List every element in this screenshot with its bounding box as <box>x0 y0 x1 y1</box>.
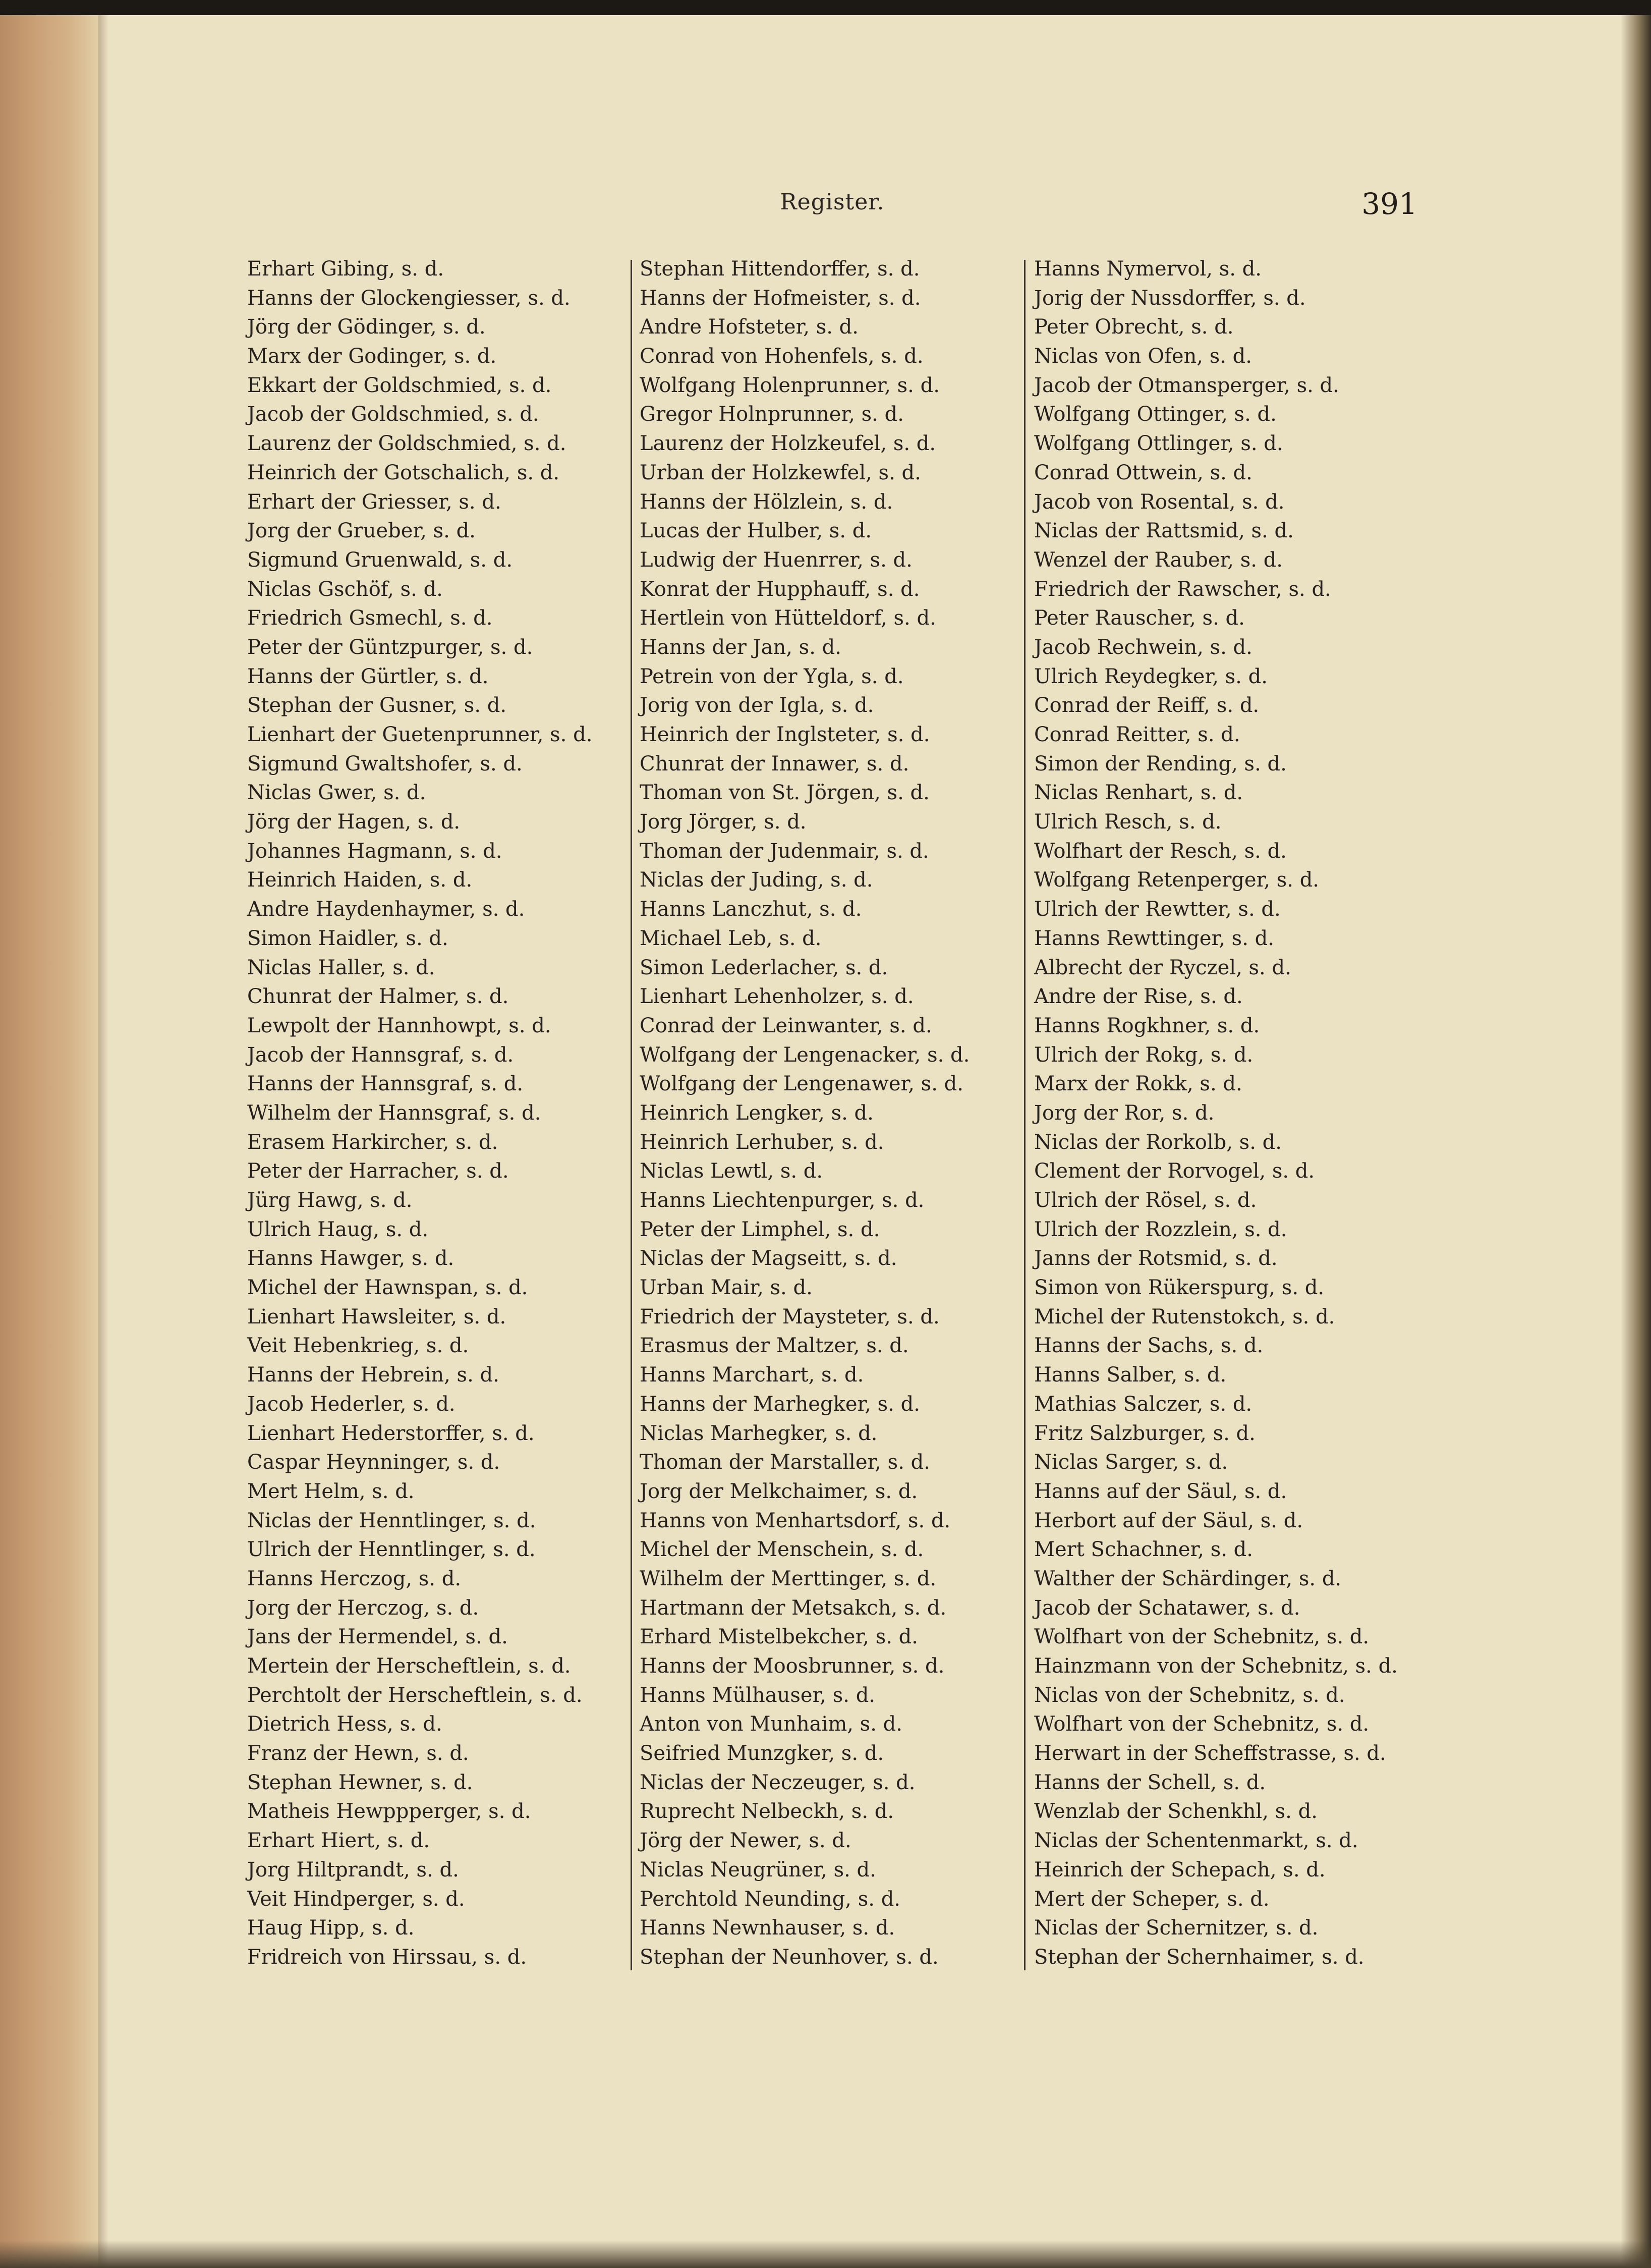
register-column-2 <box>640 255 1023 1972</box>
register-column-1 <box>247 255 631 1972</box>
register-entry: Heinrich Lengker, s. d. <box>640 1101 874 1125</box>
register-entry: Veit Hindperger, s. d. <box>247 1887 465 1911</box>
register-entry: Wenzel der Rauber, s. d. <box>1034 548 1283 572</box>
register-entry: Lienhart Hederstorffer, s. d. <box>247 1421 535 1445</box>
register-entry: Jürg Hawg, s. d. <box>247 1189 413 1212</box>
register-entry: Michel der Hawnspan, s. d. <box>247 1276 528 1300</box>
register-entry: Friedrich der Maysteter, s. d. <box>640 1305 940 1329</box>
register-entry: Wenzlab der Schenkhl, s. d. <box>1034 1800 1318 1823</box>
page-number: 391 <box>1361 187 1417 221</box>
register-entry: Conrad von Hohenfels, s. d. <box>640 345 924 368</box>
register-entry: Hanns der Glockengiesser, s. d. <box>247 286 571 310</box>
register-entry: Simon der Rending, s. d. <box>1034 752 1287 776</box>
register-entry: Sigmund Gruenwald, s. d. <box>247 548 513 572</box>
register-entry: Hanns der Marhegker, s. d. <box>640 1392 920 1416</box>
register-entry: Mathias Salczer, s. d. <box>1034 1392 1253 1416</box>
register-entry: Ulrich der Rozzlein, s. d. <box>1034 1218 1287 1241</box>
register-entry: Thoman von St. Jörgen, s. d. <box>640 781 930 805</box>
register-entry: Simon Haidler, s. d. <box>247 926 448 950</box>
register-entry: Ulrich Haug, s. d. <box>247 1218 429 1241</box>
register-entry: Erhard Mistelbekcher, s. d. <box>640 1625 918 1649</box>
register-entry: Peter der Limphel, s. d. <box>640 1218 880 1241</box>
register-entry: Gregor Holnprunner, s. d. <box>640 403 904 426</box>
register-entry: Erhart der Griesser, s. d. <box>247 490 501 514</box>
register-entry: Jorig der Nussdorffer, s. d. <box>1034 286 1306 310</box>
register-entry: Clement der Rorvogel, s. d. <box>1034 1159 1315 1183</box>
column-divider <box>631 260 632 1970</box>
register-entry: Niclas der Rattsmid, s. d. <box>1034 519 1294 543</box>
register-entry: Heinrich der Gotschalich, s. d. <box>247 461 560 484</box>
register-entry: Walther der Schärdinger, s. d. <box>1034 1567 1342 1590</box>
register-entry: Wilhelm der Hannsgraf, s. d. <box>247 1101 541 1125</box>
page-bottom-edge <box>0 2240 1651 2268</box>
register-entry: Simon Lederlacher, s. d. <box>640 956 888 979</box>
register-entry: Jacob Rechwein, s. d. <box>1034 635 1253 659</box>
register-entry: Ulrich der Rewtter, s. d. <box>1034 898 1281 921</box>
register-entry: Jorg Jörger, s. d. <box>640 810 807 834</box>
register-entry: Jacob von Rosental, s. d. <box>1034 490 1285 514</box>
register-entry: Laurenz der Goldschmied, s. d. <box>247 432 566 456</box>
register-entry: Jacob der Hannsgraf, s. d. <box>247 1043 514 1067</box>
register-entry: Ulrich Reydegker, s. d. <box>1034 665 1268 688</box>
register-entry: Peter Rauscher, s. d. <box>1034 606 1245 630</box>
register-entry: Wolfhart von der Schebnitz, s. d. <box>1034 1625 1370 1649</box>
register-entry: Hanns der Sachs, s. d. <box>1034 1334 1264 1358</box>
register-entry: Hanns Marchart, s. d. <box>640 1363 864 1387</box>
register-entry: Andre Hofsteter, s. d. <box>640 315 859 339</box>
register-entry: Andre Haydenhaymer, s. d. <box>247 898 525 921</box>
register-entry: Niclas der Schernitzer, s. d. <box>1034 1916 1319 1940</box>
register-entry: Conrad Ottwein, s. d. <box>1034 461 1253 484</box>
register-entry: Hanns Hawger, s. d. <box>247 1247 454 1270</box>
page-header-title: Register. <box>780 189 885 215</box>
register-entry: Jacob der Schatawer, s. d. <box>1034 1596 1300 1620</box>
register-entry: Wolfgang der Lengenacker, s. d. <box>640 1043 970 1067</box>
register-entry: Hanns Newnhauser, s. d. <box>640 1916 895 1940</box>
register-entry: Wolfgang Ottlinger, s. d. <box>1034 432 1283 456</box>
register-entry: Chunrat der Innawer, s. d. <box>640 752 909 776</box>
register-entry: Sigmund Gwaltshofer, s. d. <box>247 752 523 776</box>
register-entry: Hanns der Hofmeister, s. d. <box>640 286 921 310</box>
register-entry: Dietrich Hess, s. d. <box>247 1712 442 1736</box>
register-entry: Lienhart Hawsleiter, s. d. <box>247 1305 506 1329</box>
register-entry: Matheis Hewppperger, s. d. <box>247 1800 531 1823</box>
register-entry: Caspar Heynninger, s. d. <box>247 1451 500 1474</box>
register-entry: Mert Schachner, s. d. <box>1034 1538 1253 1562</box>
register-entry: Jörg der Newer, s. d. <box>640 1829 851 1853</box>
register-entry: Friedrich Gsmechl, s. d. <box>247 606 493 630</box>
register-entry: Perchtolt der Herscheftlein, s. d. <box>247 1683 583 1707</box>
register-entry: Niclas der Magseitt, s. d. <box>640 1247 897 1270</box>
register-entry: Stephan der Gusner, s. d. <box>247 694 507 717</box>
register-entry: Hanns Rewttinger, s. d. <box>1034 926 1274 950</box>
register-entry: Janns der Rotsmid, s. d. <box>1034 1247 1278 1270</box>
register-entry: Simon von Rükerspurg, s. d. <box>1034 1276 1325 1300</box>
register-entry: Wolfgang der Lengenawer, s. d. <box>640 1072 963 1096</box>
register-entry: Andre der Rise, s. d. <box>1034 985 1243 1009</box>
register-entry: Erasmus der Maltzer, s. d. <box>640 1334 909 1358</box>
register-entry: Lewpolt der Hannhowpt, s. d. <box>247 1014 551 1037</box>
register-entry: Ulrich der Henntlinger, s. d. <box>247 1538 536 1562</box>
register-entry: Franz der Hewn, s. d. <box>247 1742 469 1765</box>
register-entry: Mert Helm, s. d. <box>247 1479 415 1503</box>
register-entry: Jans der Hermendel, s. d. <box>247 1625 508 1649</box>
register-entry: Jörg der Hagen, s. d. <box>247 810 461 834</box>
register-entry: Wolfgang Ottinger, s. d. <box>1034 403 1277 426</box>
register-entry: Herbort auf der Säul, s. d. <box>1034 1509 1303 1532</box>
register-entry: Erhart Hiert, s. d. <box>247 1829 430 1853</box>
register-entry: Hanns Herczog, s. d. <box>247 1567 462 1590</box>
register-entry: Wolfhart von der Schebnitz, s. d. <box>1034 1712 1370 1736</box>
register-entry: Hanns Mülhauser, s. d. <box>640 1683 876 1707</box>
register-entry: Hanns Nymervol, s. d. <box>1034 257 1262 281</box>
register-entry: Niclas Gschöf, s. d. <box>247 577 443 601</box>
register-entry: Wolfgang Retenperger, s. d. <box>1034 868 1320 892</box>
register-entry: Hartmann der Metsakch, s. d. <box>640 1596 947 1620</box>
register-entry: Marx der Rokk, s. d. <box>1034 1072 1242 1096</box>
register-entry: Mertein der Herscheftlein, s. d. <box>247 1654 571 1678</box>
register-entry: Thoman der Marstaller, s. d. <box>640 1451 930 1474</box>
register-entry: Hertlein von Hütteldorf, s. d. <box>640 606 936 630</box>
register-entry: Erhart Gibing, s. d. <box>247 257 444 281</box>
register-entry: Niclas Marhegker, s. d. <box>640 1421 878 1445</box>
page-right-edge <box>1621 15 1651 2268</box>
register-entry: Ruprecht Nelbeckh, s. d. <box>640 1800 894 1823</box>
register-entry: Laurenz der Holzkeufel, s. d. <box>640 432 936 456</box>
register-entry: Stephan der Schernhaimer, s. d. <box>1034 1945 1364 1969</box>
register-entry: Hanns der Moosbrunner, s. d. <box>640 1654 945 1678</box>
register-entry: Michel der Rutenstokch, s. d. <box>1034 1305 1335 1329</box>
register-entry: Stephan Hittendorffer, s. d. <box>640 257 920 281</box>
register-entry: Urban der Holzkewfel, s. d. <box>640 461 921 484</box>
register-entry: Stephan der Neunhover, s. d. <box>640 1945 939 1969</box>
register-entry: Niclas von der Schebnitz, s. d. <box>1034 1683 1345 1707</box>
register-entry: Michael Leb, s. d. <box>640 926 822 950</box>
register-entry: Hanns Liechtenpurger, s. d. <box>640 1189 925 1212</box>
register-entry: Haug Hipp, s. d. <box>247 1916 415 1940</box>
register-entry: Jorg der Grueber, s. d. <box>247 519 476 543</box>
register-column-3 <box>1034 255 1417 1972</box>
register-entry: Ulrich Resch, s. d. <box>1034 810 1222 834</box>
register-entry: Jorig von der Igla, s. d. <box>640 694 874 717</box>
register-entry: Michel der Menschein, s. d. <box>640 1538 924 1562</box>
register-entry: Heinrich der Schepach, s. d. <box>1034 1858 1326 1882</box>
register-entry: Hanns der Gürtler, s. d. <box>247 665 489 688</box>
register-entry: Niclas der Neczeuger, s. d. <box>640 1771 916 1794</box>
register-entry: Seifried Munzgker, s. d. <box>640 1742 884 1765</box>
register-entry: Heinrich Haiden, s. d. <box>247 868 473 892</box>
register-entry: Konrat der Hupphauff, s. d. <box>640 577 920 601</box>
register-entry: Petrein von der Ygla, s. d. <box>640 665 904 688</box>
register-entry: Mert der Scheper, s. d. <box>1034 1887 1270 1911</box>
register-entry: Niclas der Schentenmarkt, s. d. <box>1034 1829 1358 1853</box>
register-entry: Hainzmann von der Schebnitz, s. d. <box>1034 1654 1398 1678</box>
register-entry: Fridreich von Hirssau, s. d. <box>247 1945 527 1969</box>
register-entry: Niclas von Ofen, s. d. <box>1034 345 1252 368</box>
register-entry: Conrad Reitter, s. d. <box>1034 723 1240 746</box>
column-divider <box>1024 260 1026 1970</box>
register-entry: Hanns der Schell, s. d. <box>1034 1771 1266 1794</box>
register-entry: Wilhelm der Merttinger, s. d. <box>640 1567 937 1590</box>
register-entry: Johannes Hagmann, s. d. <box>247 839 502 863</box>
register-entry: Chunrat der Halmer, s. d. <box>247 985 509 1009</box>
register-entry: Jacob Hederler, s. d. <box>247 1392 456 1416</box>
register-entry: Stephan Hewner, s. d. <box>247 1771 473 1794</box>
register-entry: Jacob der Otmansperger, s. d. <box>1034 373 1339 397</box>
register-entry: Heinrich Lerhuber, s. d. <box>640 1130 884 1154</box>
binding-shadow <box>98 15 108 2268</box>
register-entry: Jörg der Gödinger, s. d. <box>247 315 486 339</box>
register-entry: Ludwig der Huenrrer, s. d. <box>640 548 913 572</box>
register-entry: Perchtold Neunding, s. d. <box>640 1887 901 1911</box>
register-entry: Anton von Munhaim, s. d. <box>640 1712 902 1736</box>
register-entry: Peter der Harracher, s. d. <box>247 1159 509 1183</box>
register-entry: Conrad der Reiff, s. d. <box>1034 694 1260 717</box>
register-entry: Niclas Renhart, s. d. <box>1034 781 1243 805</box>
register-entry: Jorg Hiltprandt, s. d. <box>247 1858 459 1882</box>
register-entry: Hanns der Hölzlein, s. d. <box>640 490 893 514</box>
register-entry: Jacob der Goldschmied, s. d. <box>247 403 539 426</box>
register-entry: Marx der Godinger, s. d. <box>247 345 497 368</box>
register-entry: Niclas Sarger, s. d. <box>1034 1451 1228 1474</box>
register-entry: Erasem Harkircher, s. d. <box>247 1130 498 1154</box>
register-entry: Peter der Güntzpurger, s. d. <box>247 635 533 659</box>
register-entry: Albrecht der Ryczel, s. d. <box>1034 956 1291 979</box>
register-entry: Hanns auf der Säul, s. d. <box>1034 1479 1287 1503</box>
register-entry: Herwart in der Scheffstrasse, s. d. <box>1034 1742 1386 1765</box>
register-entry: Niclas der Juding, s. d. <box>640 868 873 892</box>
register-entry: Ulrich der Rokg, s. d. <box>1034 1043 1254 1067</box>
register-entry: Conrad der Leinwanter, s. d. <box>640 1014 932 1037</box>
register-entry: Jorg der Melkchaimer, s. d. <box>640 1479 918 1503</box>
register-entry: Niclas der Henntlinger, s. d. <box>247 1509 536 1532</box>
register-entry: Jorg der Ror, s. d. <box>1034 1101 1215 1125</box>
register-entry: Niclas Gwer, s. d. <box>247 781 426 805</box>
register-entry: Thoman der Judenmair, s. d. <box>640 839 929 863</box>
register-entry: Urban Mair, s. d. <box>640 1276 813 1300</box>
register-entry: Hanns Rogkhner, s. d. <box>1034 1014 1260 1037</box>
register-entry: Hanns von Menhartsdorf, s. d. <box>640 1509 951 1532</box>
register-entry: Niclas der Rorkolb, s. d. <box>1034 1130 1282 1154</box>
register-entry: Fritz Salzburger, s. d. <box>1034 1421 1256 1445</box>
register-entry: Hanns der Hebrein, s. d. <box>247 1363 499 1387</box>
register-entry: Heinrich der Inglsteter, s. d. <box>640 723 930 746</box>
register-entry: Lienhart Lehenholzer, s. d. <box>640 985 914 1009</box>
register-entry: Peter Obrecht, s. d. <box>1034 315 1234 339</box>
register-entry: Lienhart der Guetenprunner, s. d. <box>247 723 593 746</box>
register-entry: Wolfgang Holenprunner, s. d. <box>640 373 940 397</box>
register-entry: Niclas Lewtl, s. d. <box>640 1159 823 1183</box>
register-entry: Ulrich der Rösel, s. d. <box>1034 1189 1257 1212</box>
register-entry: Hanns der Hannsgraf, s. d. <box>247 1072 524 1096</box>
register-entry: Veit Hebenkrieg, s. d. <box>247 1334 469 1358</box>
page-binding <box>0 15 98 2268</box>
register-entry: Hanns Lanczhut, s. d. <box>640 898 862 921</box>
register-entry: Wolfhart der Resch, s. d. <box>1034 839 1287 863</box>
register-entry: Niclas Neugrüner, s. d. <box>640 1858 876 1882</box>
register-entry: Hanns Salber, s. d. <box>1034 1363 1227 1387</box>
register-entry: Hanns der Jan, s. d. <box>640 635 841 659</box>
register-entry: Lucas der Hulber, s. d. <box>640 519 872 543</box>
register-entry: Friedrich der Rawscher, s. d. <box>1034 577 1331 601</box>
register-entry: Jorg der Herczog, s. d. <box>247 1596 479 1620</box>
register-entry: Niclas Haller, s. d. <box>247 956 435 979</box>
register-entry: Ekkart der Goldschmied, s. d. <box>247 373 552 397</box>
